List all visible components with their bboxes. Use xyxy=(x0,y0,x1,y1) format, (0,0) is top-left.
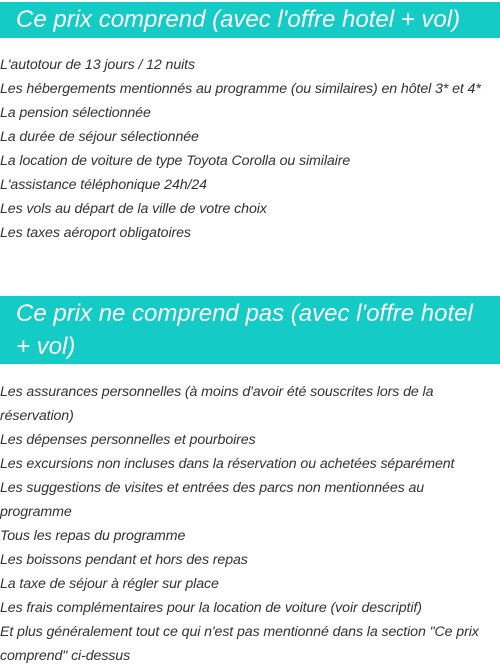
included-items-list xyxy=(0,53,498,245)
list-item: L'autotour de 13 jours / 12 nuits xyxy=(0,57,196,73)
list-item: Tous les repas du programme xyxy=(0,528,186,544)
list-item: La taxe de séjour à régler sur place xyxy=(0,576,219,592)
list-item: Les assurances personnelles (à moins d'avoir été souscrites lors de la réservation) xyxy=(0,384,434,424)
list-item: La pension sélectionnée xyxy=(0,105,151,121)
list-item: Les taxes aéroport obligatoires xyxy=(0,225,191,241)
list-item: L'assistance téléphonique 24h/24 xyxy=(0,177,207,193)
list-item: La durée de séjour sélectionnée xyxy=(0,129,199,145)
list-item: Les excursions non incluses dans la réservation ou achetées séparément xyxy=(0,456,455,472)
list-item: Et plus généralement tout ce qui n'est pas mentionné dans la section "Ce prix comprend" ci-dessus xyxy=(0,624,479,664)
list-item: Les boissons pendant et hors des repas xyxy=(0,552,248,568)
list-item: Les suggestions de visites et entrées des parcs non mentionnées au programme xyxy=(0,480,425,520)
list-item: Les frais complémentaires pour la location de voiture (voir descriptif) xyxy=(0,600,422,616)
list-item: Les vols au départ de la ville de votre choix xyxy=(0,201,267,217)
excluded-section-title: Ce prix ne comprend pas (avec l'offre hotel + vol) xyxy=(0,296,500,364)
included-section-title: Ce prix comprend (avec l'offre hotel + vol) xyxy=(0,2,500,38)
excluded-items-list xyxy=(0,380,498,668)
list-item: Les hébergements mentionnés au programme (ou similaires) en hôtel 3* et 4* xyxy=(0,81,481,97)
list-item: La location de voiture de type Toyota Corolla ou similaire xyxy=(0,153,351,169)
list-item: Les dépenses personnelles et pourboires xyxy=(0,432,256,448)
